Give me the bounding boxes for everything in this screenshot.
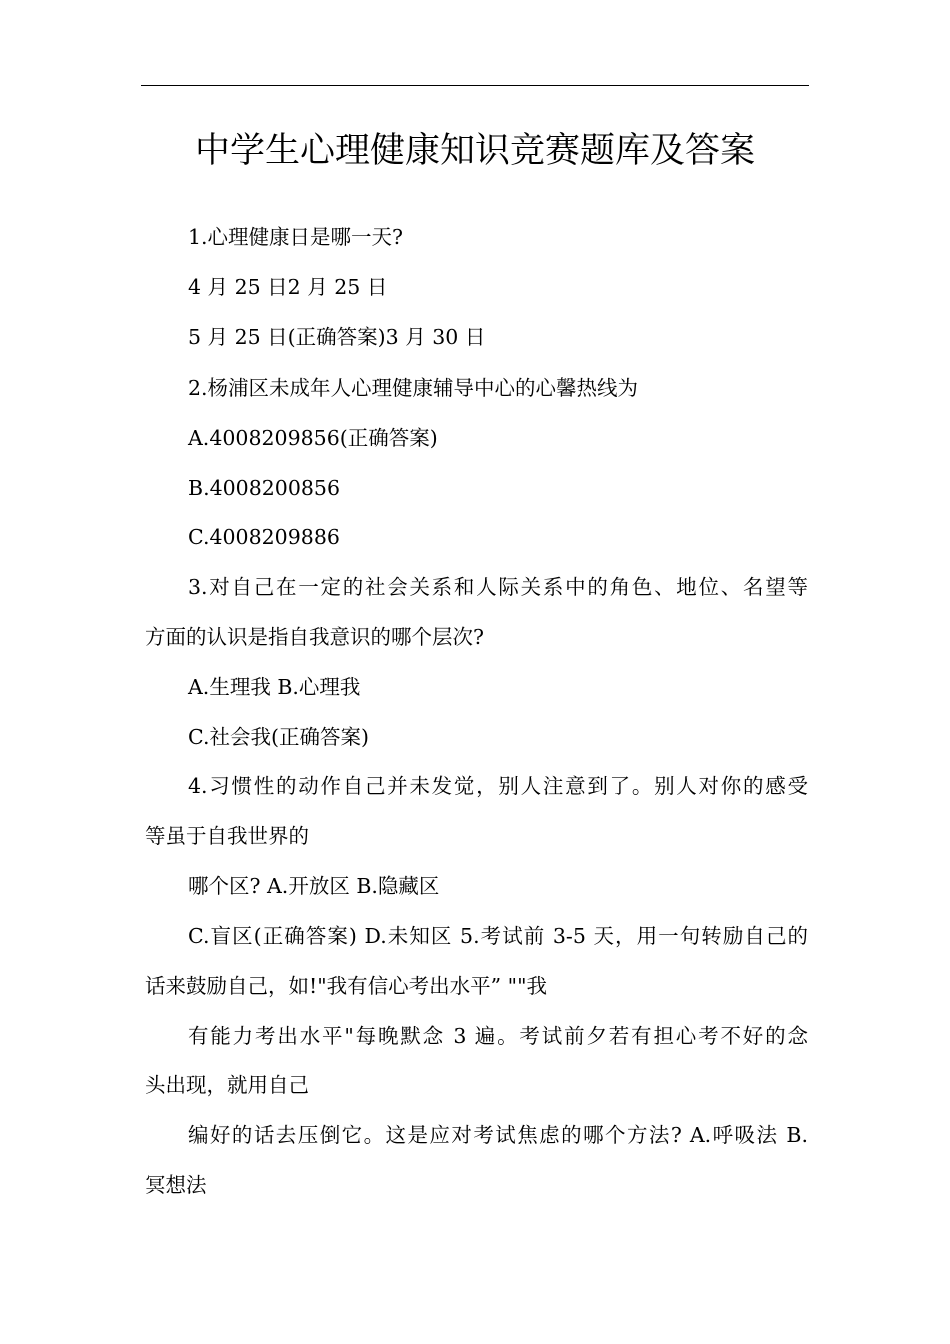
question-5-line-6: 冥想法 <box>145 1173 207 1197</box>
question-5-line-2: 话来鼓励自己，如!"我有信心考出水平” ""我 <box>145 974 548 998</box>
question-4-cd-question-5: C.盲区(正确答案) D.未知区 5.考试前 3-5 天，用一句转励自己的 <box>188 924 808 948</box>
question-1: 1.心理健康日是哪一天? <box>188 225 404 249</box>
question-3-line-2: 方面的认识是指自我意识的哪个层次? <box>145 625 484 649</box>
question-4-options-ab: 哪个区? A.开放区 B.隐藏区 <box>188 874 440 898</box>
question-2: 2.杨浦区未成年人心理健康辅导中心的心馨热线为 <box>188 376 639 400</box>
question-3-options-ab: A.生理我 B.心理我 <box>188 675 361 699</box>
question-1-options-a: 4 月 25 日2 月 25 日 <box>188 275 388 299</box>
question-2-option-c: C.4008209886 <box>188 525 340 549</box>
document-title: 中学生心理健康知识竞赛题库及答案 <box>194 131 755 171</box>
question-4-line-1: 4.习惯性的动作自己并未发觉，别人注意到了。别人对你的感受 <box>188 774 808 798</box>
question-4-line-2: 等虽于自我世界的 <box>145 824 309 848</box>
question-2-option-a: A.4008209856(正确答案) <box>188 426 438 450</box>
question-5-line-3: 有能力考出水平"每晚默念 3 遍。考试前夕若有担心考不好的念 <box>188 1024 808 1048</box>
header-rule <box>141 85 809 86</box>
question-5-line-4: 头出现，就用自己 <box>145 1073 309 1097</box>
question-1-options-b: 5 月 25 日(正确答案)3 月 30 日 <box>188 325 486 349</box>
question-2-option-b: B.4008200856 <box>188 476 341 500</box>
question-3-option-c: C.社会我(正确答案) <box>188 725 369 749</box>
question-3-line-1: 3.对自己在一定的社会关系和人际关系中的角色、地位、名望等 <box>188 575 808 599</box>
question-5-line-5: 编好的话去压倒它。这是应对考试焦虑的哪个方法? A.呼吸法 B. <box>188 1123 808 1147</box>
